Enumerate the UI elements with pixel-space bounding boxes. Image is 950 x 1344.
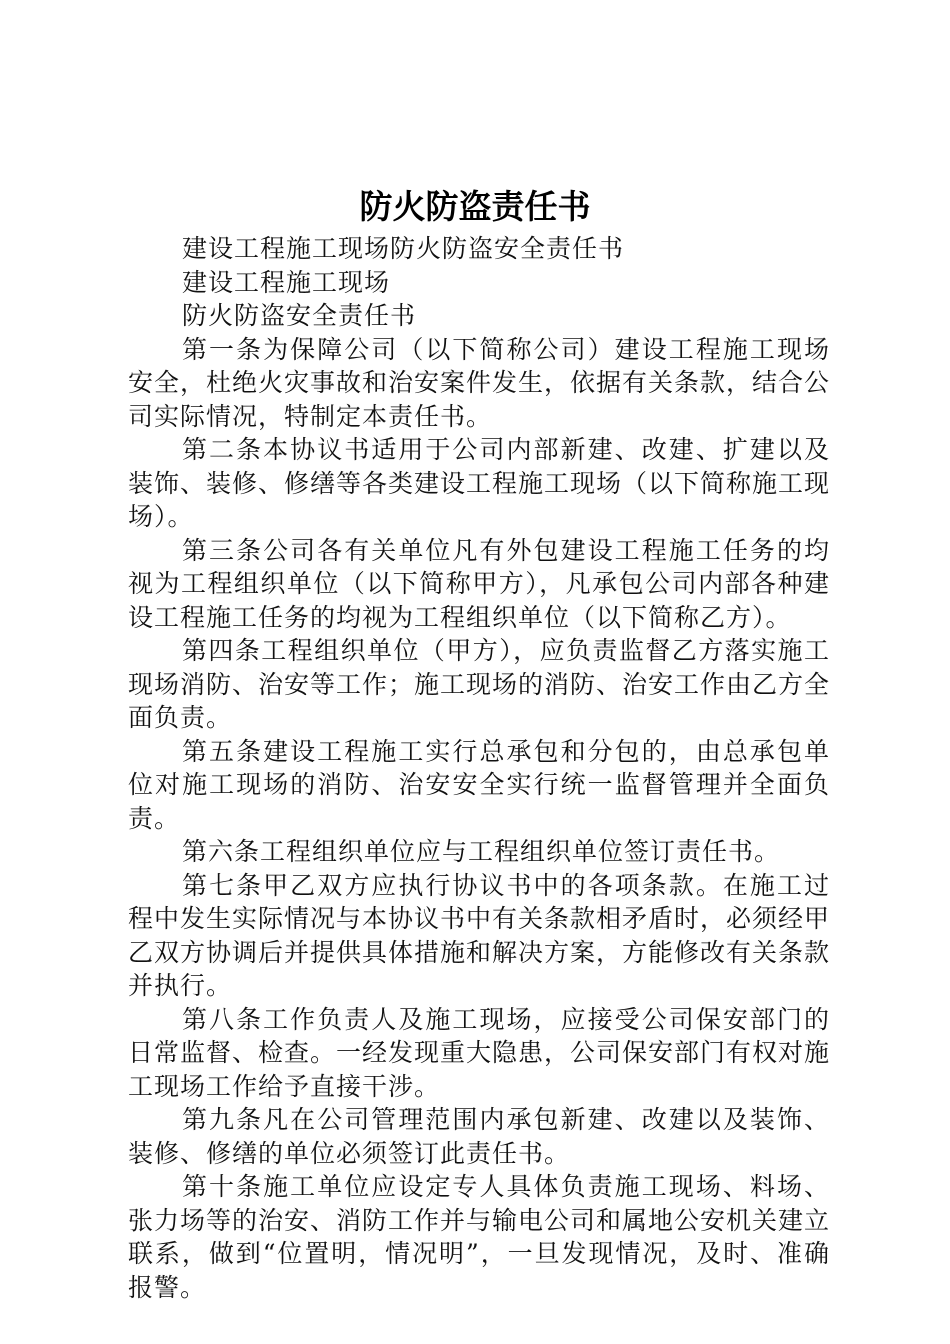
paragraph-heading-2: 建设工程施工现场 xyxy=(182,267,391,297)
article-8: 第八条工作负责人及施工现场，应接受公司保安部门的日常监督、检查。一经发现重大隐患，公司保安部门有权对施工现场工作给予直接干涉。 xyxy=(128,1004,831,1101)
document-title: 防火防盗责任书 xyxy=(359,187,591,226)
paragraph-heading-3: 防火防盗安全责任书 xyxy=(182,301,417,330)
article-2: 第二条本协议书适用于公司内部新建、改建、扩建以及装饰、装修、修缮等各类建设工程施工现场（以下简称施工现场）。 xyxy=(128,435,831,531)
article-7: 第七条甲乙双方应执行协议书中的各项条款。在施工过程中发生实际情况与本协议书中有关条款相矛盾时，必须经甲乙双方协调后并提供具体措施和解决方案，方能修改有关条款并执行。 xyxy=(128,870,831,1000)
article-4: 第四条工程组织单位（甲方），应负责监督乙方落实施工现场消防、治安等工作；施工现场的消防、治安工作由乙方全面负责。 xyxy=(128,636,831,732)
article-5: 第五条建设工程施工实行总承包和分包的，由总承包单位对施工现场的消防、治安安全实行统一监督管理并全面负责。 xyxy=(128,736,830,833)
article-9: 第九条凡在公司管理范围内承包新建、改建以及装饰、装修、修缮的单位必须签订此责任书。 xyxy=(128,1105,830,1168)
paragraph-heading-1: 建设工程施工现场防火防盗安全责任书 xyxy=(182,234,625,263)
article-6: 第六条工程组织单位应与工程组织单位签订责任书。 xyxy=(182,837,781,866)
article-1: 第一条为保障公司（以下简称公司）建设工程施工现场安全，杜绝火灾事故和治安案件发生，依据有关条款，结合公司实际情况，特制定本责任书。 xyxy=(128,334,831,431)
article-3: 第三条公司各有关单位凡有外包建设工程施工任务的均视为工程组织单位（以下简称甲方），凡承包公司内部各种建设工程施工任务的均视为工程组织单位（以下简称乙方）。 xyxy=(128,535,830,632)
article-10: 第十条施工单位应设定专人具体负责施工现场、料场、张力场等的治安、消防工作并与输电公司和属地公安机关建立联系，做到“位置明，情况明”，一旦发现情况，及时、准确报警。 xyxy=(128,1172,831,1302)
document-body xyxy=(128,232,830,1304)
